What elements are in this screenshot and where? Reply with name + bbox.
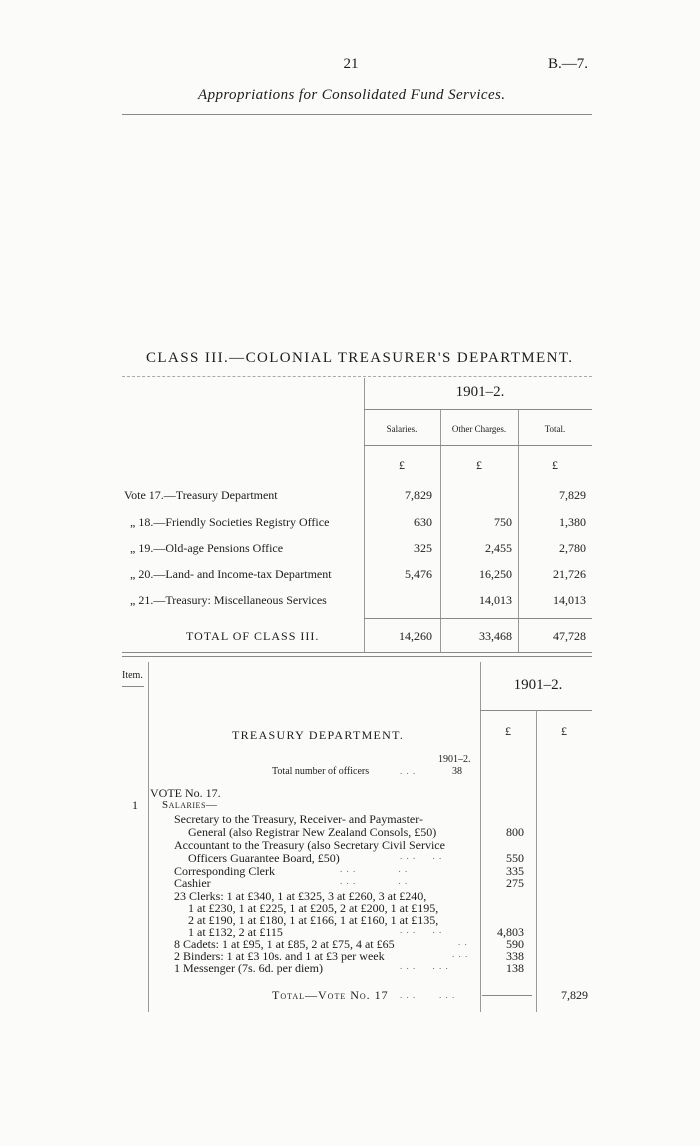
currency-other: £ bbox=[476, 458, 482, 472]
summary-total-rule bbox=[364, 618, 592, 619]
line-amount: 4,803 bbox=[497, 925, 524, 939]
vote-row-other: 2,455 bbox=[485, 541, 512, 555]
line-item: 2 Binders: 1 at £3 10s. and 1 at £3 per week bbox=[174, 949, 385, 963]
summary-header-rule bbox=[364, 445, 592, 446]
page-ref: B.—7. bbox=[548, 56, 589, 72]
vote-row-total: 2,780 bbox=[559, 541, 586, 555]
vote-row-label: „ 20.—Land- and Income-tax Department bbox=[130, 567, 332, 581]
leader-dots: . . . . . bbox=[400, 851, 443, 861]
vote-total-label: Total—Vote No. 17 bbox=[272, 988, 389, 1002]
line-item: General (also Registrar New Zealand Consols, £50) bbox=[188, 825, 437, 839]
detail-currency-divider bbox=[536, 710, 537, 1012]
vote-row-total: 1,380 bbox=[559, 515, 586, 529]
class-total-other: 33,468 bbox=[479, 629, 512, 643]
salaries-subhead: Salaries— bbox=[162, 799, 218, 811]
line-amount: 338 bbox=[506, 949, 524, 963]
vote-row-total: 21,726 bbox=[553, 567, 586, 581]
header-rule bbox=[122, 114, 592, 115]
vote-row-other: 14,013 bbox=[479, 593, 512, 607]
line-amount: 800 bbox=[506, 825, 524, 839]
line-amount: 335 bbox=[506, 864, 524, 878]
line-amount: 550 bbox=[506, 851, 524, 865]
officers-leader: . . . bbox=[400, 766, 417, 776]
vote-row-label: „ 19.—Old-age Pensions Office bbox=[130, 541, 284, 555]
line-item: Officers Guarantee Board, £50) bbox=[188, 851, 340, 865]
summary-col-divider-1 bbox=[440, 410, 441, 652]
line-item: Accountant to the Treasury (also Secretary Civil Service bbox=[174, 838, 445, 852]
line-item: 2 at £190, 1 at £180, 1 at £166, 1 at £160, 1 at £135, bbox=[188, 913, 439, 927]
currency-salaries: £ bbox=[399, 458, 405, 472]
leader-dots: . . . . . bbox=[340, 864, 409, 874]
officers-year: 1901–2. bbox=[438, 754, 471, 765]
leader-dots: . . . . . bbox=[340, 876, 409, 886]
summary-year: 1901–2. bbox=[455, 384, 505, 400]
officers-label: Total number of officers bbox=[272, 766, 370, 777]
line-item: Cashier bbox=[174, 876, 211, 890]
item-header-rule bbox=[122, 686, 144, 687]
vote-row-total: 14,013 bbox=[553, 593, 586, 607]
line-amount: 590 bbox=[506, 937, 524, 951]
summary-col-divider-2 bbox=[518, 410, 519, 652]
class-total-label: TOTAL OF CLASS III. bbox=[186, 629, 320, 643]
class-total-total: 47,728 bbox=[553, 629, 586, 643]
detail-currency-right: £ bbox=[561, 724, 567, 738]
vote-total-amount: 7,829 bbox=[561, 988, 588, 1002]
page-number: 21 bbox=[343, 56, 359, 72]
line-amount: 275 bbox=[506, 876, 524, 890]
officers-count: 38 bbox=[452, 766, 462, 777]
line-item: Secretary to the Treasury, Receiver- and Paymaster- bbox=[174, 812, 423, 826]
line-amount: 138 bbox=[506, 961, 524, 975]
leader-dots: . . . . . . bbox=[400, 990, 456, 1000]
vote-row-other: 750 bbox=[494, 515, 512, 529]
vote-row-salaries: 630 bbox=[414, 515, 432, 529]
item-column-header: Item. bbox=[122, 670, 143, 681]
vote-row-salaries: 5,476 bbox=[405, 567, 432, 581]
vote-heading: VOTE No. 17. bbox=[150, 786, 221, 800]
detail-currency-left: £ bbox=[505, 724, 511, 738]
department-title: TREASURY DEPARTMENT. bbox=[232, 728, 405, 742]
vote-row-other: 16,250 bbox=[479, 567, 512, 581]
line-item: 1 Messenger (7s. 6d. per diem) bbox=[174, 961, 323, 975]
leader-dots: . . bbox=[458, 937, 468, 947]
leader-dots: . . . . . bbox=[400, 925, 443, 935]
class-total-salaries: 14,260 bbox=[399, 629, 432, 643]
currency-total: £ bbox=[552, 458, 558, 472]
vote-row-label: „ 21.—Treasury: Miscellaneous Services bbox=[130, 593, 327, 607]
col-header-total: Total. bbox=[544, 424, 566, 434]
vote-row-salaries: 325 bbox=[414, 541, 432, 555]
summary-bottom-rule-2 bbox=[122, 656, 592, 657]
col-header-salaries: Salaries. bbox=[386, 424, 418, 434]
col-header-other: Other Charges. bbox=[451, 424, 507, 434]
summary-bottom-rule bbox=[122, 652, 592, 653]
line-item: 1 at £132, 2 at £115 bbox=[188, 925, 283, 939]
page-title: Appropriations for Consolidated Fund Services. bbox=[198, 87, 506, 103]
class-heading-rule bbox=[122, 376, 592, 377]
line-item: Corresponding Clerk bbox=[174, 864, 275, 878]
class-heading: CLASS III.—COLONIAL TREASURER'S DEPARTMENT. bbox=[146, 350, 574, 366]
vote-total-rule bbox=[482, 995, 532, 996]
leader-dots: . . . bbox=[452, 949, 469, 959]
vote-row-label: Vote 17.—Treasury Department bbox=[124, 488, 278, 502]
vote-row-salaries: 7,829 bbox=[405, 488, 432, 502]
detail-year: 1901–2. bbox=[513, 677, 563, 693]
line-item: 8 Cadets: 1 at £95, 1 at £85, 2 at £75, 4 at £65 bbox=[174, 937, 395, 951]
line-item: 1 at £230, 1 at £225, 1 at £205, 2 at £200, 1 at £195, bbox=[188, 901, 439, 915]
summary-year-rule bbox=[364, 409, 592, 410]
item-column-divider bbox=[148, 662, 149, 1012]
item-number: 1 bbox=[132, 798, 138, 812]
vote-row-total: 7,829 bbox=[559, 488, 586, 502]
line-item: 23 Clerks: 1 at £340, 1 at £325, 3 at £260, 3 at £240, bbox=[174, 889, 427, 903]
vote-row-label: „ 18.—Friendly Societies Registry Office bbox=[130, 515, 330, 529]
leader-dots: . . . . . . bbox=[400, 961, 449, 971]
